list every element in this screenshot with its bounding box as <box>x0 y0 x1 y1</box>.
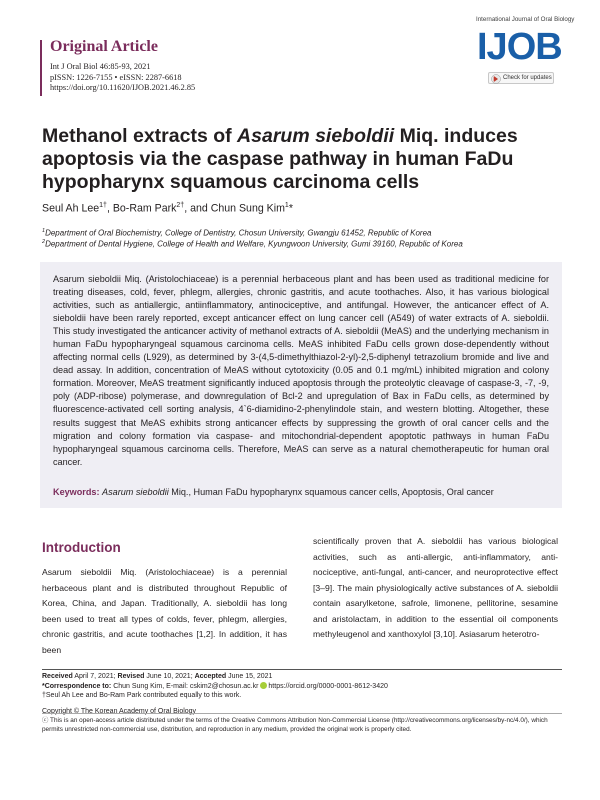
received-date: April 7, 2021; <box>74 673 116 680</box>
check-updates-icon <box>491 74 501 84</box>
title-part-1: Methanol extracts of <box>42 125 238 147</box>
keywords-list: Miq., Human FaDu hypopharynx squamous cancer cells, Apoptosis, Oral cancer <box>168 487 494 497</box>
orcid-icon <box>260 682 267 689</box>
accepted-date: June 15, 2021 <box>228 673 273 680</box>
corresponding-author-marker: * <box>288 202 293 215</box>
equal-contribution-note: †Seul Ah Lee and Bo-Ram Park contributed equally to this work. <box>42 692 242 700</box>
author-affil-marker: 1 <box>284 202 289 209</box>
citation-meta <box>50 62 195 94</box>
introduction-heading: Introduction <box>42 540 121 555</box>
license-text: ⓒ This is an open-access article distributed under the terms of the Creative Commons Attribution Non-Commercial License (http://creativecommons.org/licenses/by-nc/4.0/), which permits unrestricted non-commercial use, distribution, and reproduction in any medium, provided the original work is properly cited. <box>42 717 548 733</box>
intro-left-column: Asarum sieboldii Miq. (Aristolochiaceae) is a perennial herbaceous plant and is distributed throughout Republic of Korea, China, and Japan. Traditionally, A. sieboldii has long been used to treat all types of colds, fever, phlegm, allergies, chronic gastritis, and acute toothaches [1,2]. In addition, it has been <box>42 567 287 655</box>
keywords-label: Keywords: <box>53 487 100 497</box>
received-label: Received <box>42 673 73 680</box>
affiliation-1 <box>42 228 431 238</box>
orcid-link[interactable]: https://orcid.org/0000-0001-8612-3420 <box>268 682 388 690</box>
author-separator: , <box>106 202 113 215</box>
title-species: Asarum sieboldii <box>237 125 395 147</box>
correspondence-line <box>42 682 562 692</box>
abstract-text: Asarum sieboldii Miq. (Aristolochiaceae) is a perennial herbaceous plant and has been used as traditional medicine for treating diseases, cold, fever, phlegm, allergies, chronic gastritis, and acute toothaches. Also, it has various biological activities, such as antiallergic, antiinflammatory, antinociceptive, and antifungal. However, the anticancer effect of A. sieboldii have been rarely reported, except anticancer effect on lung cancer cell (A549) of water extracts of A. sieboldii. This study investigated the anticancer activity of methanol extracts of A. sieboldii (MeAS) and the underlying mechanism in human FaDu hypopharyngeal squamous carcinoma cells. MeAS inhibited FaDu cells grown dose-dependently without affecting normal cells (L929), as determined by 3-(4,5-dimethylthiazol-2-yl)-2,5-diphenyl tetrazolium bromide and live and dead assay. In addition, concentration of MeAS without cytotoxicity (0.05 and 0.1 mg/mL) inhibited migration and colony formation. Moreover, MeAS treatment significantly induced apoptosis through the proteolytic cleavage of caspase-3, -7, -9, poly (ADP-ribose) polymerase, and downregulation of Bcl-2 and upregulation of Bax in FaDu cells, as determined by fluorescence-activated cell sorting analysis, 4`6-diamidino-2-phenylindole stain, and western blotting. Altogether, these results suggest that MeAS exhibits strong anticancer effects by suppressing the growth of oral cancer cells and the migration and colony formation via caspase- and mitochondrial-dependent apoptotic pathways in human FaDu hypopharyngeal squamous carcinoma cells. Therefore, MeAS can serve as a natural chemotherapeutic for human oral cancer. <box>53 274 549 467</box>
keywords-species: Asarum sieboldii <box>102 487 169 497</box>
footnote-divider <box>42 669 562 670</box>
affiliation-2 <box>42 239 463 249</box>
journal-logo <box>477 26 563 69</box>
footnotes <box>42 672 562 701</box>
keywords-line <box>53 487 494 497</box>
correspondence-contact[interactable]: Chun Sung Kim, E-mail: cskim2@chosun.ac.kr <box>113 682 259 690</box>
intro-right-column: scientifically proven that A. sieboldii has various biological activities, such as anti-allergic, anti-inflammatory, anti-nociceptive, anti-fungal, anti-cancer, and neuroprotective effect [3–9]. The main physiologically active substances of A. sieboldii contain asarylketone, safrole, limonene, pellitorine, sesamine and aristolactam, in addition to the essential oil components methyleugenol and xanthoxylol [3,10]. Asiasarum heterotro- <box>313 536 558 639</box>
title-part-2: Miq. induces apoptosis via the caspase pathway in human FaDu hypopharynx squamous carcinoma cells <box>42 125 518 193</box>
check-updates-label: Check for updates <box>503 75 552 81</box>
accepted-label: Accepted <box>194 673 227 680</box>
affiliation-number: 1 <box>42 228 46 234</box>
author-list <box>42 202 293 215</box>
check-for-updates-badge[interactable] <box>488 72 554 84</box>
article-title <box>42 125 562 194</box>
issn-line: pISSN: 1226-7155 • eISSN: 2287-6618 <box>50 72 182 82</box>
affiliation-text: Department of Oral Biochemistry, College of Dentistry, Chosun University, Gwangju 61452, Republic of Korea <box>45 228 432 238</box>
license-divider <box>42 713 562 714</box>
article-type-label: Original Article <box>50 38 158 55</box>
journal-full-name: International Journal of Oral Biology <box>476 16 575 23</box>
author-name: Seul Ah Lee <box>42 202 100 215</box>
author-affil-marker: 2† <box>176 202 185 209</box>
revised-label: Revised <box>117 673 145 680</box>
correspondence-label: *Correspondence to: <box>42 682 112 690</box>
affiliation-number: 2 <box>42 239 46 245</box>
affiliation-text: Department of Dental Hygiene, College of Health and Welfare, Kyungwoon University, Gumi 39160, Republic of Korea <box>45 239 463 249</box>
author-name: Bo-Ram Park <box>112 202 177 215</box>
revised-date: June 10, 2021; <box>146 673 193 680</box>
author-separator: , and <box>184 202 211 215</box>
citation-line: Int J Oral Biol 46:85-93, 2021 <box>50 62 151 71</box>
abstract-box <box>40 262 562 508</box>
author-name: Chun Sung Kim <box>210 202 285 215</box>
doi-link[interactable]: https://doi.org/10.11620/IJOB.2021.46.2.85 <box>50 83 196 92</box>
copyright-line: Copyright © The Korean Academy of Oral Biology <box>42 708 197 715</box>
author-affil-marker: 1† <box>99 202 107 209</box>
dates-line <box>42 672 562 682</box>
journal-logo-text: IJOB <box>477 26 562 68</box>
header-accent-bar <box>40 40 42 96</box>
